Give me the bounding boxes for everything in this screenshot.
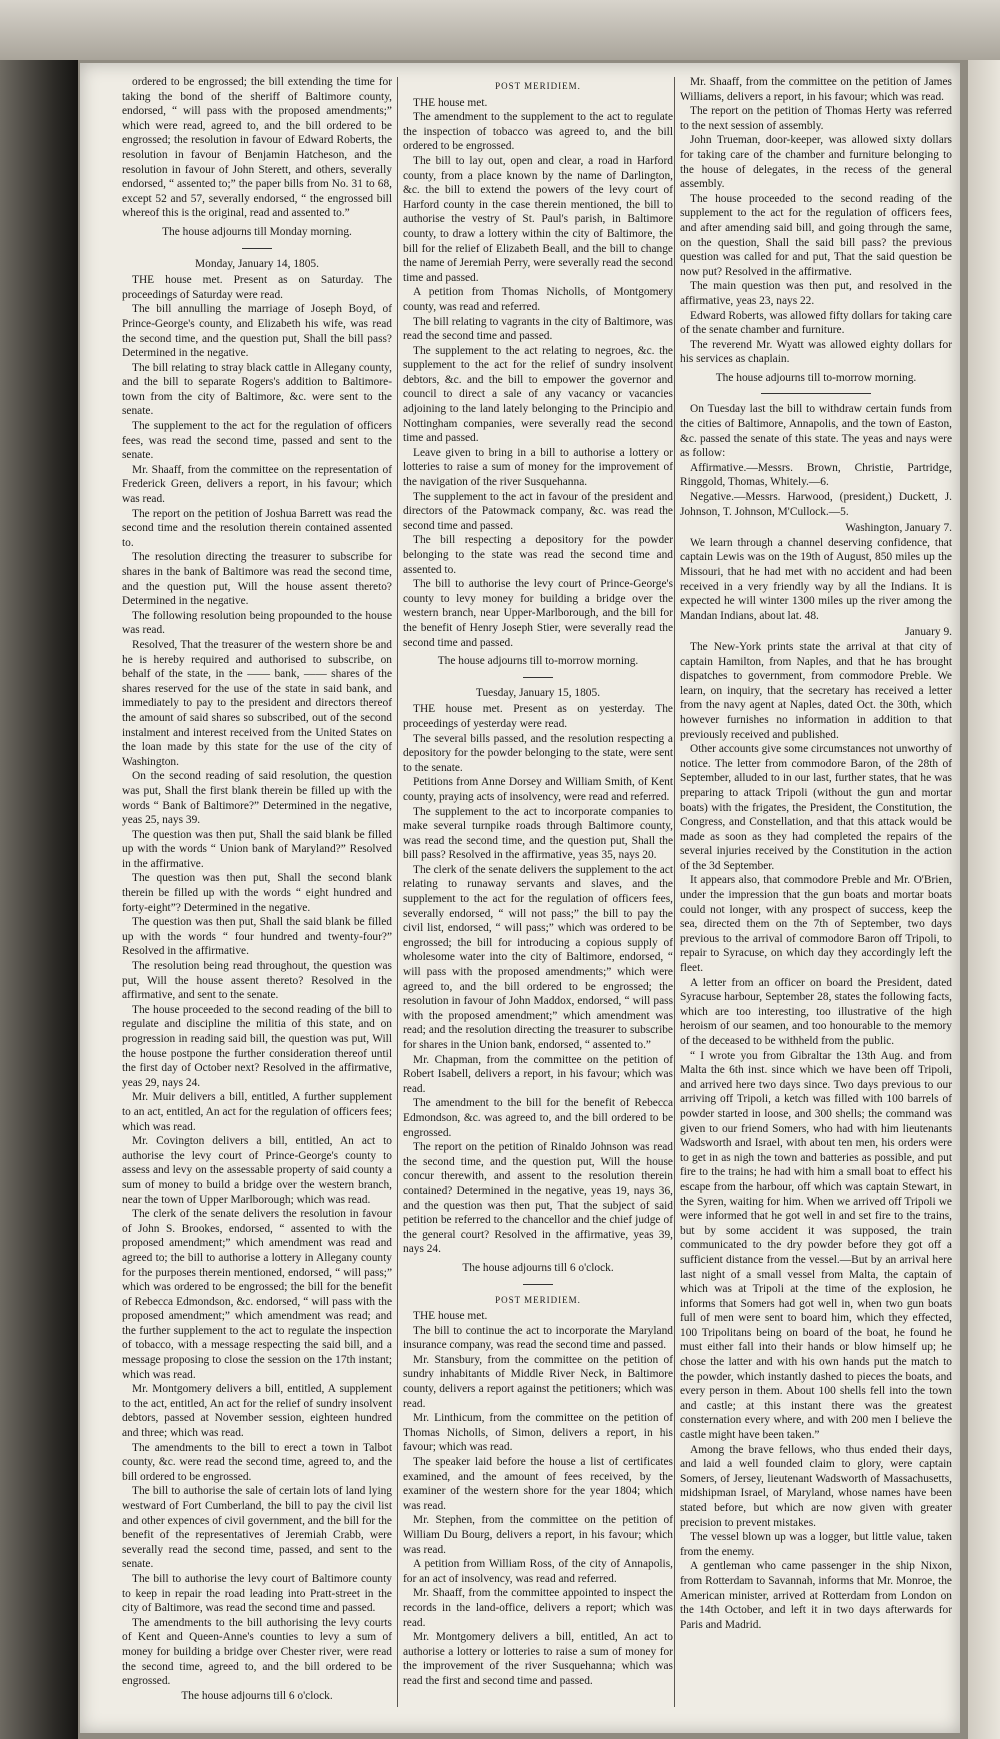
paragraph: The bill to lay out, open and clear, a road in Harford county, from a place known by the name of Darlington, &c. the bill to extend the powers of the levy court of Harford county in the case therein mentioned, the bill to authorise the vestry of St. Paul's parish, in Baltimore county, to draw a lottery within the city of Baltimore, the bill for the relief of Elizabeth Beall, and the bill to change the name of Jeremiah Perry, were severally read the second time and passed. [403,154,673,284]
scan-top-border [0,0,1000,60]
paragraph: The bill respecting a depository for the powder belonging to the state was read the second time and assented to. [403,534,673,576]
paragraph: The question was then put, Shall the said blank be filled up with the words “ Union bank of Maryland?” Resolved in the affirmative. [122,828,392,870]
paragraph: The report on the petition of Thomas Herty was referred to the next session of assembly. [680,105,952,132]
paragraph: Petitions from Anne Dorsey and William Smith, of Kent county, praying acts of insolvency, were read and referred. [403,776,673,803]
paragraph: Negative.—Messrs. Harwood, (president,) Duckett, J. Johnson, T. Johnson, M'Cullock.—5. [680,491,952,518]
paragraph: Mr. Shaaff, from the committee appointed to inspect the records in the land-office, delivers a report; which was read. [403,1587,673,1629]
paragraph: Edward Roberts, was allowed fifty dollars for taking care of the senate chamber and furniture. [680,309,952,337]
paragraph: Mr. Chapman, from the committee on the petition of Robert Isabell, delivers a report, in his favour; which was read. [403,1053,673,1095]
paragraph: The bill to authorise the levy court of Prince-George's county to levy money for building a bridge over the western branch, near Upper-Marlborough, and the bill for the benefit of Henry Joseph Stier, were severally read the second time and passed. [403,578,673,649]
paragraph: Mr. Covington delivers a bill, entitled, An act to authorise the levy court of Prince-George's county to assess and levy on the assessable property of said county a sum of money to build a bridge over the western branch, near the town of Upper Marlborough; which was read. [122,1135,392,1206]
session-date: Monday, January 14, 1805. [195,257,319,270]
section-heading: POST MERIDIEM. [495,81,581,91]
column-3 [680,75,952,1715]
paragraph: We learn through a channel deserving confidence, that captain Lewis was on the 19th of August, 850 miles up the Missouri, that he had met with no accident and had been received in a very friendly way by all the Indians. It is expected he will winter 1300 miles up the river among the Mandan Indians, about lat. 48. [680,536,952,622]
adjournment-note: The house adjourns till 6 o'clock. [181,1689,333,1702]
paragraph: The amendments to the bill to erect a town in Talbot county, &c. were read the second time, agreed to, and the bill ordered to be engrossed. [122,1441,392,1483]
paragraph: John Trueman, door-keeper, was allowed sixty dollars for taking care of the chamber and furniture belonging to the house of delegates, in the recess of the general assembly. [680,134,952,191]
paragraph: The report on the petition of Rinaldo Johnson was read the second time, and the question put, Will the house concur therewith, and assent to the resolution therein contained? Determined in the negative, yeas 19, nays 36, and the question was then put, That the subject of said petition be referred to the chancellor and the chief judge of the general court? Resolved in the affirmative, yeas 39, nays 24. [403,1141,673,1256]
paragraph: On the second reading of said resolution, the question was put, Shall the first blank therein be filled up with the words “ Bank of Baltimore?” Determined in the negative, yeas 25, nays 39. [122,770,392,827]
paragraph: The vessel blown up was a logger, but little value, taken from the enemy. [680,1531,952,1558]
column-rule [397,77,398,1707]
paragraph: The resolution being read throughout, the question was put, Will the house assent thereto? Resolved in the affirmative, and sent to the senate. [122,960,392,1002]
paragraph: The amendments to the bill authorising the levy courts of Kent and Queen-Anne's counties to levy a sum of money for building a bridge over Chester river, were read the second time, agreed to, and the bill ordered to be engrossed. [122,1616,392,1688]
paragraph: Affirmative.—Messrs. Brown, Christie, Partridge, Ringgold, Thomas, Whitely.—6. [680,461,952,489]
paragraph: A letter from an officer on board the President, dated Syracuse harbour, September 28, states the following facts, which are too interesting, too illustrative of the high heroism of our seamen, and too honourable to the memory of the deceased to be withheld from the public. [680,976,952,1047]
paragraph: THE house met. Present as on yesterday. The proceedings of yesterday were read. [403,703,673,730]
paragraph: The speaker laid before the house a list of certificates examined, and the amount of fees received, by the examiner of the western shore for the year 1804; which was read. [403,1456,673,1512]
divider [523,677,553,678]
paragraph: The bill to authorise the levy court of Baltimore county to keep in repair the road leading into Pratt-street in the city of Baltimore, was read the second time and passed. [122,1572,392,1615]
scan-right-border [968,60,1000,1739]
paragraph: The main question was then put, and resolved in the affirmative, yeas 23, nays 22. [680,280,952,307]
paragraph: THE house met. Present as on Saturday. The proceedings of Saturday were read. [122,274,392,301]
paragraph: The bill to continue the act to incorporate the Maryland insurance company, was read the second time and passed. [403,1324,673,1352]
paragraph: The house proceeded to the second reading of the bill to regulate and discipline the militia of this state, and on progression in reading said bill, the question was put, Will the house postpone the further consideration thereof until the first day of October next? Resolved in the affirmative, yeas 29, nays 24. [122,1003,392,1089]
paragraph: The amendment to the supplement to the act to regulate the inspection of tobacco was agreed to, and the bill ordered to be engrossed. [403,111,673,153]
dateline: January 9. [905,626,952,639]
paragraph: Resolved, That the treasurer of the western shore be and he is hereby required and authorised to subscribe, on behalf of the state, in the —— bank, —— shares of the shares reserved for the use of the state in said bank, and immediately to pay to the president and directors thereof the amount of said shares so subscribed, out of the second instalment and interest received from the United States on the loan made by this state for the use of the city of Washington. [122,638,392,768]
adjournment-note: The house adjourns till to-morrow morning. [715,371,917,384]
paragraph: The supplement to the act for the regulation of officers fees, was read the second time, passed and sent to the senate. [122,420,392,462]
paragraph: Mr. Muir delivers a bill, entitled, A further supplement to an act, entitled, An act for the regulation of officers fees; which was read. [122,1091,392,1133]
paragraph: Other accounts give some circumstances not unworthy of notice. The letter from commodore Baron, of the 28th of September, alluded to in our last, further states, that he was preparing to attack Tripoli (without the gun and mortar boats) with the frigates, the President, the Constitution, the Congress, and Constellation, and that this attack would be made as soon as they had completed the repairs of the several injuries received by the Constitution in the action of the 3d September. [680,743,952,872]
paragraph: The supplement to the act in favour of the president and directors of the Patowmack company, &c. was read the second time and passed. [403,490,673,532]
session-date: Tuesday, January 15, 1805. [475,686,601,699]
paragraph: ordered to be engrossed; the bill extending the time for taking the bond of the sheriff of Baltimore county, endorsed, “ will pass with the proposed amendments;” which were read, agreed to, and the bill ordered to be engrossed; the resolution in favour of Edward Roberts, the resolution in favour of Benjamin Hatcheson, and the resolution in favour of John Sterett, and others, severally endorsed, “ assented to;” the paper bills from No. 31 to 68, except 52 and 57, severally endorsed, “ the engrossed bill whereof this is the original, read and assented to.” [122,76,392,220]
paragraph: “ I wrote you from Gibraltar the 13th Aug. and from Malta the 6th inst. since which we have been off Tripoli, and arrived here two days since. Two days previous to our arriving off Tripoli, a ketch was filled with 100 barrels of powder started in loose, and 300 shells; the command was given to our friend Somers, who had with him lieutenants Wadsworth and Israel, with about ten men, his orders were to get in as nigh the town and batteries as possible, and put fire to the trains; he had with him a small boat to effect his escape from the harbour, off which was captain Stewart, in the Syren, waiting for him. When we arrived off Tripoli we were informed that he got well in and set fire to the trains, but by some accident it was supposed, the train communicated to the dry powder before they got off a sufficient distance from the vessel.—But by an arrival here last night of a small vessel from Malta, the captain of which was at Tripoli at the time of the explosion, he informs that Somers had got well in, when two gun boats full of men were sent to board him, which they effected, 100 Tripolitans being on board of the boat, he found he must either fall into their hands or blow himself up; he chose the latter and with his own hands put the match to the powder, which instantly dashed to pieces the boats, and every person in them. About 100 shells fell into the town and castle; at this instant there was the greatest consternation every where, and with 200 men I believe the castle might have been taken.” [680,1049,952,1442]
paragraph: The several bills passed, and the resolution respecting a depository for the powder belonging to the state, were sent to the senate. [403,732,673,774]
scan-left-border [0,60,78,1739]
paragraph: Mr. Stephen, from the committee on the petition of William Du Bourg, delivers a report, in his favour; which was read. [403,1514,673,1556]
paragraph: Mr. Shaaff, from the committee on the petition of James Williams, delivers a report, in his favour; which was read. [680,76,952,103]
divider [242,248,272,249]
paragraph: A petition from Thomas Nicholls, of Montgomery county, was read and referred. [403,286,673,313]
paragraph: The supplement to the act relating to negroes, &c. the supplement to the act for the relief of sundry insolvent debtors, &c. and the bill to empower the governor and council to direct a sale of any vacancy or vacancies adjoining to the land lately belonging to the Principio and Nottingham companies, were severally read the second time and passed. [403,344,673,445]
paragraph: The bill annulling the marriage of Joseph Boyd, of Prince-George's county, and Elizabeth his wife, was read the second time, and the question put, Shall the bill pass? Determined in the negative. [122,303,392,360]
paragraph: The following resolution being propounded to the house was read. [122,609,392,637]
newspaper-page [80,63,960,1733]
paragraph: Mr. Stansbury, from the committee on the petition of sundry inhabitants of Middle River Neck, in Baltimore county, delivers a report against the petitioners; which was read. [403,1353,673,1410]
paragraph: The New-York prints state the arrival at that city of captain Hamilton, from Naples, and that he has brought dispatches to government, from commodore Preble. We learn, on inquiry, that the secretary has received a letter from the navy agent at Naples, dated Oct. the 30th, which however furnishes no information in addition to that previously received and published. [680,640,952,741]
paragraph: The supplement to the act to incorporate companies to make several turnpike roads through Baltimore county, was read the second time, and the question put, Shall the bill pass? Resolved in the affirmative, yeas 35, nays 20. [403,805,673,862]
paragraph: Among the brave fellows, who thus ended their days, and laid a well founded claim to glory, were captain Somers, of Jersey, lieutenant Wadsworth of Massachusetts, midshipman Israel, of Maryland, whose names have been stated before, but which are now given with greater precision to prevent mistakes. [680,1443,952,1529]
paragraph: A petition from William Ross, of the city of Annapolis, for an act of insolvency, was read and referred. [403,1558,673,1585]
paragraph: The bill to authorise the sale of certain lots of land lying westward of Fort Cumberland, the bill to pay the civil list and other expences of civil government, and the bill for the benefit of the representatives of Jeremiah Crabb, were severally read the second time, passed, and sent to the senate. [122,1485,392,1571]
adjournment-note: The house adjourns till 6 o'clock. [462,1261,614,1274]
paragraph: On Tuesday last the bill to withdraw certain funds from the cities of Baltimore, Annapolis, and the town of Easton, &c. passed the senate of this state. The yeas and nays were as follow: [680,403,952,460]
paragraph: The reverend Mr. Wyatt was allowed eighty dollars for his services as chaplain. [680,338,952,366]
paragraph: The bill relating to stray black cattle in Allegany county, and the bill to separate Rogers's addition to Baltimore-town from the city of Baltimore, &c. were sent to the senate. [122,361,392,418]
paragraph: Leave given to bring in a bill to authorise a lottery or lotteries to raise a sum of money for the improvement of the navigation of the river Susquehanna. [403,446,673,489]
adjournment-note: The house adjourns till to-morrow morning. [437,655,639,668]
column-rule [674,77,675,1707]
paragraph: It appears also, that commodore Preble and Mr. O'Brien, under the impression that the gun boats and mortar boats could not longer, with any prospect of success, keep the sea, directed them on the 7th of September, two days previous to the arrival of commodore Baron off Tripoli, to repair to Syracuse, on which day they accordingly left the fleet. [680,874,952,975]
paragraph: The house proceeded to the second reading of the supplement to the act for the regulation of officers fees, and after amending said bill, and going through the same, on the question, Shall the said bill pass? the previous question was called for and put, That the said question be now put? Resolved in the affirmative. [680,192,952,278]
paragraph: The resolution directing the treasurer to subscribe for shares in the bank of Baltimore was read the second time, and the question put, Will the house assent thereto? Determined in the negative. [122,551,392,608]
paragraph: The clerk of the senate delivers the supplement to the act relating to runaway servants and slaves, and the supplement to the act for the regulation of officers fees, severally endorsed, “ will not pass;” the bill to pay the civil list, endorsed, “ will pass;” which was ordered to be engrossed; the bill for introducing a copious supply of wholesome water into the city of Baltimore, endorsed, “ will pass with the proposed amendments;” which were agreed to, and the bill ordered to be engrossed; the resolution in favour of John Maddox, endorsed, “ will pass with the proposed amendment;” which amendment was read; and the resolution directing the treasurer to subscribe for shares in the Union bank, endorsed, “ assented to.” [403,863,673,1051]
dateline: Washington, January 7. [845,522,952,535]
column-1 [122,75,392,1715]
paragraph: THE house met. [413,1310,488,1323]
adjournment-note: The house adjourns till Monday morning. [162,225,352,238]
divider [761,393,871,394]
paragraph: Mr. Shaaff, from the committee on the representation of Frederick Green, delivers a report, in his favour; which was read. [122,463,392,506]
paragraph: A gentleman who came passenger in the ship Nixon, from Rotterdam to Savannah, informs that Mr. Monroe, the American minister, arrived at Rotterdam from London on the 14th October, and left it in two days afterwards for Paris and Madrid. [680,1560,952,1631]
paragraph: Mr. Montgomery delivers a bill, entitled, An act to authorise a lottery or lotteries to raise a sum of money for the improvement of the river Susquehanna; which was read the first and second time and passed. [403,1631,673,1687]
paragraph: The clerk of the senate delivers the resolution in favour of John S. Brookes, endorsed, “ assented to with the proposed amendment;” which amendment was read and agreed to; the bill to authorise a lottery in Allegany county for the purposes therein mentioned, endorsed, “ will pass;” which was ordered to be engrossed; the bill for the benefit of Rebecca Edmondson, &c. endorsed, “ will pass with the proposed amendment;” which amendment was read; and the further supplement to the act to regulate the inspection of tobacco, with a message respecting the said bill, and a message proposing to close the session on the 17th instant; which was read. [122,1208,392,1381]
divider [523,1284,553,1285]
paragraph: Mr. Montgomery delivers a bill, entitled, A supplement to the act, entitled, An act for the relief of sundry insolvent debtors, passed at November session, eighteen hundred and three; which was read. [122,1383,392,1440]
paragraph: THE house met. [413,96,488,109]
paragraph: The report on the petition of Joshua Barrett was read the second time and the resolution therein contained assented to. [122,507,392,549]
paragraph: The question was then put, Shall the said blank be filled up with the words “ four hundred and twenty-four?” Resolved in the affirmative. [122,916,392,958]
paragraph: The bill relating to vagrants in the city of Baltimore, was read the second time and passed. [403,315,673,343]
column-2 [403,75,673,1715]
paragraph: The amendment to the bill for the benefit of Rebecca Edmondson, &c. was agreed to, and the bill ordered to be engrossed. [403,1097,673,1139]
paragraph: Mr. Linthicum, from the committee on the petition of Thomas Nicholls, of Simon, delivers a report, in his favour; which was read. [403,1412,673,1454]
section-heading: POST MERIDIEM. [495,1294,581,1305]
paragraph: The question was then put, Shall the second blank therein be filled up with the words “ eight hundred and forty-eight”? Determined in the negative. [122,872,392,914]
